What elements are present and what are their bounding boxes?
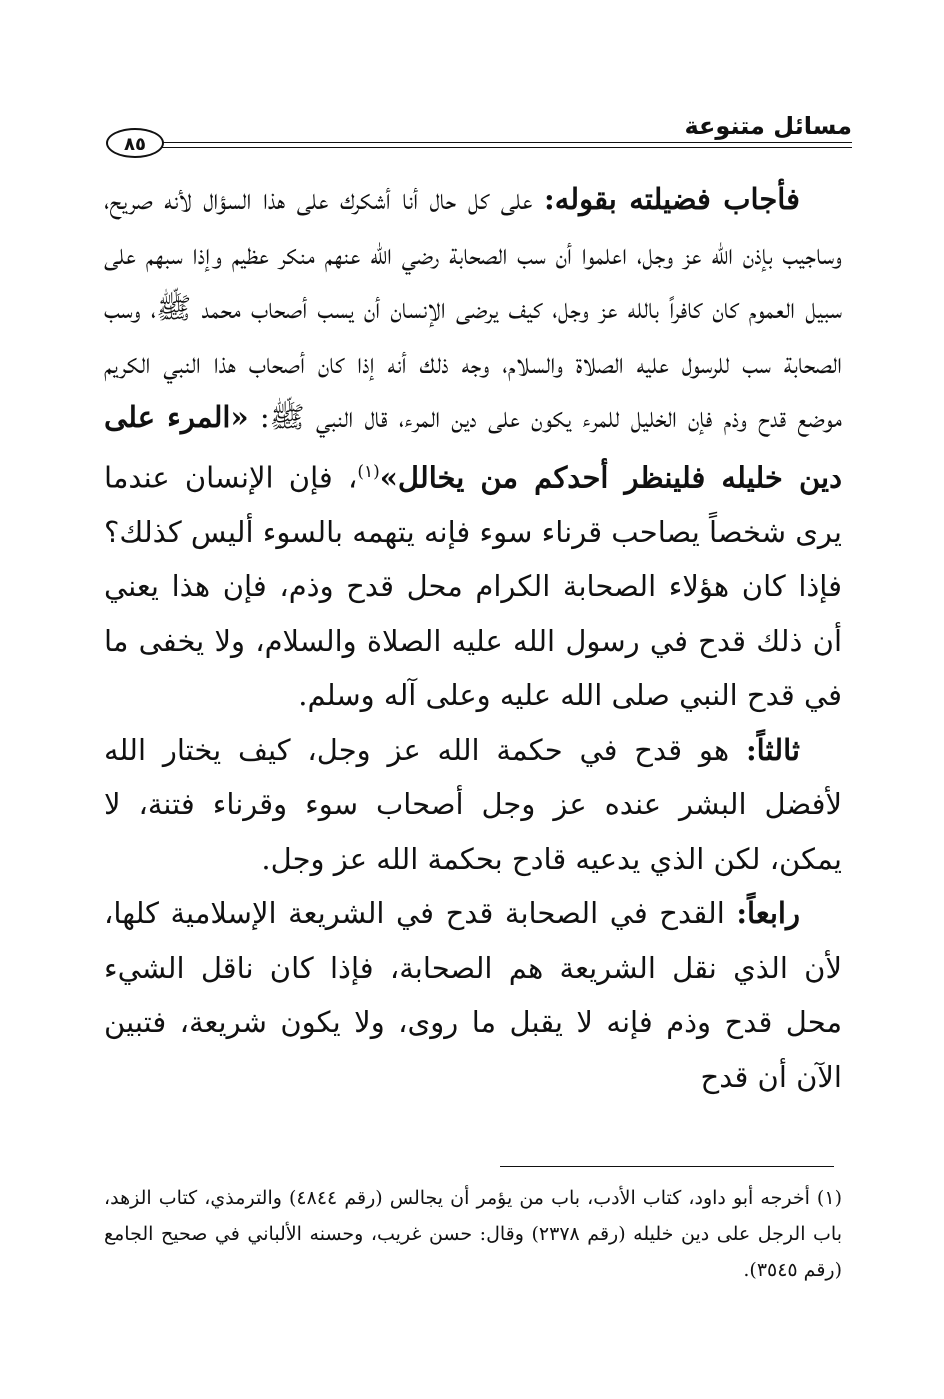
footnote-marker[interactable]: (١) <box>357 461 380 482</box>
paragraph-lead: رابعاً: <box>736 896 800 931</box>
paragraph-text-continued: ، فإن الإنسان عندما يرى شخصاً يصاحب قرناء سوء فإنه يتهمه بالسوء أليس كذلك؟ فإذا كان هؤلاء الصحابة الكرام محل قدح وذم، فإن هذا يعني أن ذلك قدح في رسول الله عليه الصلاة والسلام، ولا يخفى ما في قدح النبي صلى الله عليه وعلى آله وسلم. <box>104 460 842 713</box>
paragraph-text: على كل حال أنا أشكرك على هذا السؤال لأنه صريح، وساجيب بإذن الله عز وجل، اعلموا أن سب الصحابة رضي الله عنهم منكر عظيم وإذا سبهم على سبيل العموم كان كافراً بالله عز وجل، كيف يرضى الإنسان أن يسب أصحاب محمد ﷺ، وسب الصحابة سب للرسول عليه الصلاة والسلام، وجه ذلك أنه إذا كان أصحاب هذا النبي الكريم موضع قدح وذم فإن الخليل للمرء يكون على دين المرء، قال النبي ﷺ: <box>104 182 842 434</box>
hadith-quote: «المرء على دين خليله فلينظر أحدكم من يخالل» <box>104 400 843 495</box>
running-title: مسائل متنوعة <box>684 112 852 140</box>
paragraph-third <box>104 723 842 887</box>
page-header <box>106 112 852 155</box>
footnote-divider <box>500 1166 834 1167</box>
paragraph-text: القدح في الصحابة قدح في الشريعة الإسلامية كلها، لأن الذي نقل الشريعة هم الصحابة، فإذا كان ناقل الشيء محل قدح وذم فإنه لا يقبل ما روى، ولا يكون شريعة، فتبين الآن أن قدح <box>104 896 842 1094</box>
paragraph-text: هو قدح في حكمة الله عز وجل، كيف يختار الله لأفضل البشر عنده عز وجل أصحاب سوء وقرناء فتنة، لا يمكن، لكن الذي يدعيه قادح بحكمة الله عز وجل. <box>104 732 842 876</box>
paragraph-fourth <box>104 886 842 1104</box>
main-text <box>104 172 842 1104</box>
paragraph-answer <box>104 172 842 723</box>
header-rule <box>160 142 852 148</box>
paragraph-lead: فأجاب فضيلته بقوله: <box>544 182 800 216</box>
paragraph-lead: ثالثاً: <box>745 732 800 767</box>
footnote: (١) أخرجه أبو داود، كتاب الأدب، باب من يؤمر أن يجالس (رقم ٤٨٤٤) والترمذي، كتاب الزهد، باب الرجل على دين خليله (رقم ٢٣٧٨) وقال: حسن غريب، وحسنه الألباني في صحيح الجامع (رقم ٣٥٤٥). <box>104 1187 842 1281</box>
page-number: ٨٥ <box>106 128 164 158</box>
